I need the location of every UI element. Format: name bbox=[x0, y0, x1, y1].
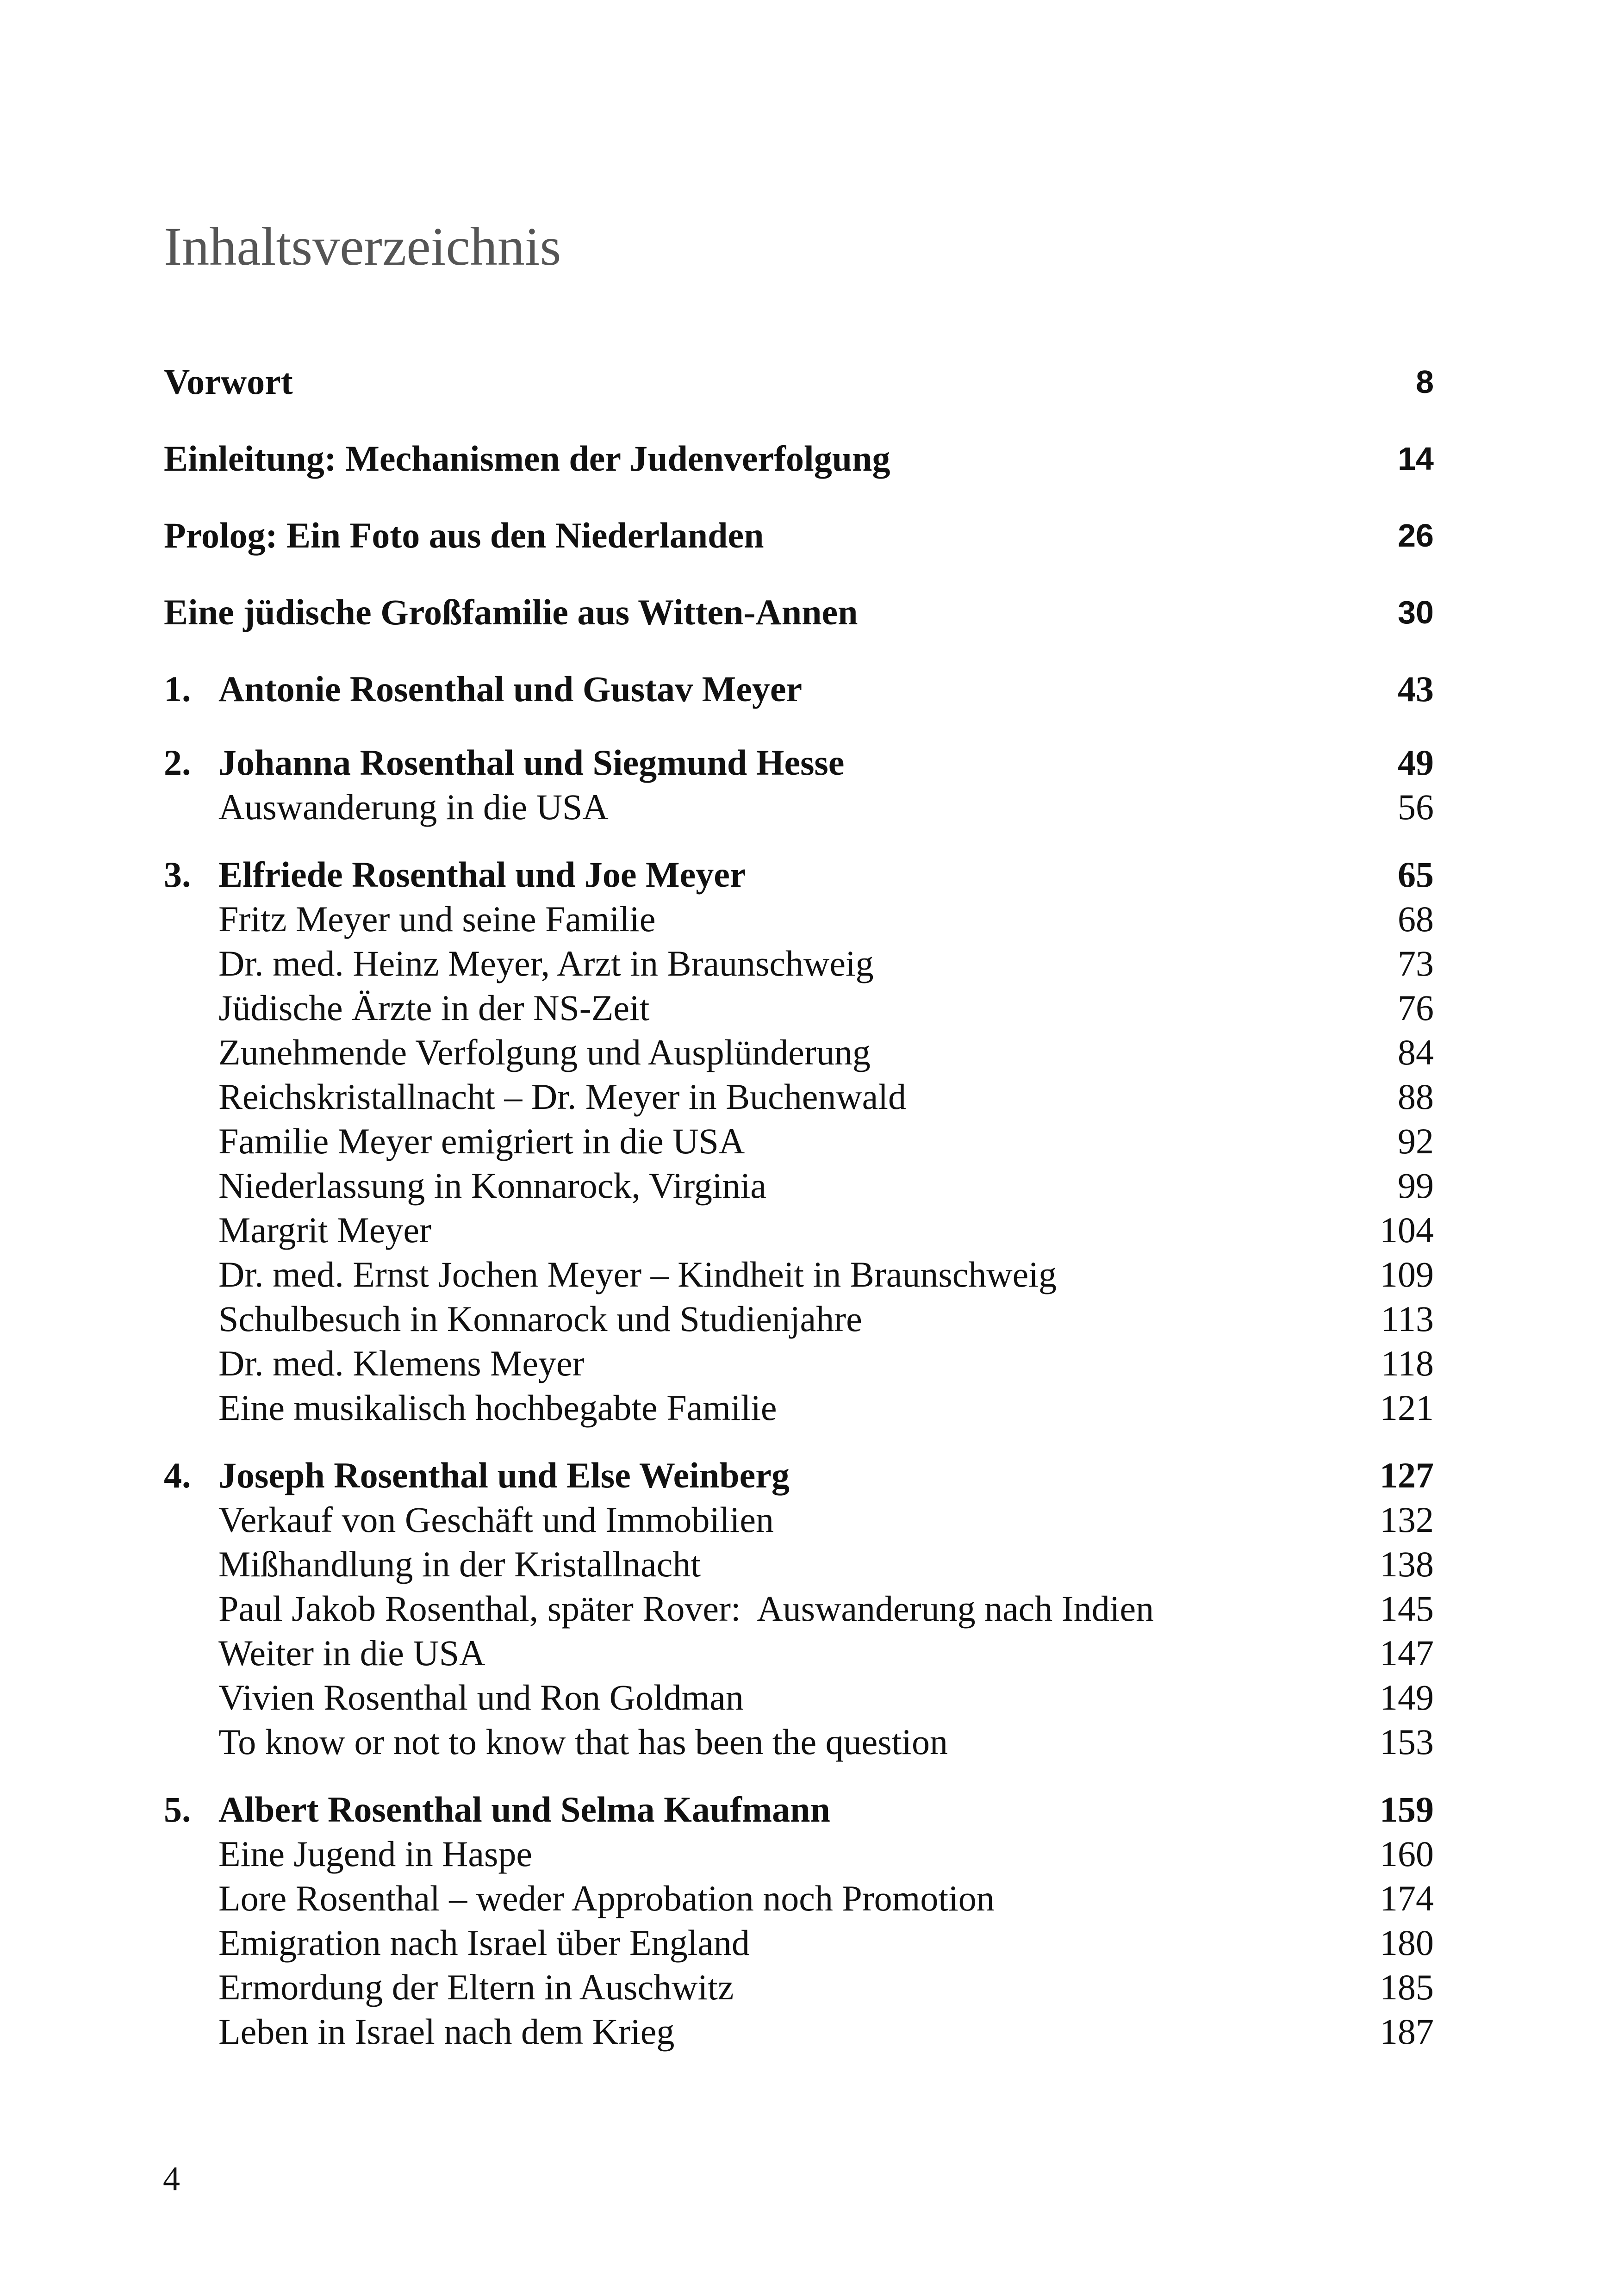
subentry-page: 99 bbox=[1398, 1165, 1434, 1206]
subentry-label: Eine Jugend in Haspe bbox=[218, 1834, 533, 1874]
toc-subentry bbox=[164, 1920, 1434, 1966]
toc-subentry bbox=[164, 1541, 1434, 1587]
chapter-heading bbox=[164, 852, 1434, 898]
toc-entry-label: Einleitung: Mechanismen der Judenverfolgung bbox=[164, 438, 890, 479]
subentry-label: Margrit Meyer bbox=[218, 1210, 431, 1250]
toc-entry-label: Prolog: Ein Foto aus den Niederlanden bbox=[164, 515, 764, 555]
subentry-page: 73 bbox=[1398, 943, 1434, 983]
chapter-page: 127 bbox=[1380, 1455, 1434, 1495]
subentry-page: 113 bbox=[1381, 1299, 1434, 1339]
toc-subentry bbox=[164, 1674, 1434, 1721]
chapter-heading bbox=[164, 1452, 1434, 1499]
toc-subentry bbox=[164, 1251, 1434, 1298]
subentry-page: 109 bbox=[1380, 1254, 1434, 1294]
subentry-page: 147 bbox=[1380, 1633, 1434, 1673]
chapter-title: Johanna Rosenthal und Siegmund Hesse bbox=[218, 742, 845, 783]
toc-subentry bbox=[164, 940, 1434, 987]
chapter-page: 65 bbox=[1398, 854, 1434, 895]
subentry-label: Fritz Meyer und seine Familie bbox=[218, 899, 656, 939]
subentry-label: Ermordung der Eltern in Auschwitz bbox=[218, 1967, 734, 2007]
chapter-title: Antonie Rosenthal und Gustav Meyer bbox=[218, 669, 803, 709]
chapter-page: 43 bbox=[1398, 669, 1434, 709]
subentry-page: 138 bbox=[1380, 1544, 1434, 1584]
subentry-page: 121 bbox=[1380, 1388, 1434, 1428]
chapter-title: Albert Rosenthal und Selma Kaufmann bbox=[218, 1789, 830, 1829]
toc-subentry bbox=[164, 1586, 1434, 1632]
chapter-heading bbox=[164, 740, 1434, 786]
toc-subentry bbox=[164, 1340, 1434, 1387]
subentry-label: Dr. med. Ernst Jochen Meyer – Kindheit in Braunschweig bbox=[218, 1254, 1057, 1294]
toc-entry bbox=[164, 589, 1434, 635]
subentry-page: 185 bbox=[1380, 1967, 1434, 2007]
subentry-page: 92 bbox=[1398, 1121, 1434, 1161]
chapter-title: Elfriede Rosenthal und Joe Meyer bbox=[218, 854, 746, 895]
subentry-page: 160 bbox=[1380, 1834, 1434, 1874]
subentry-page: 132 bbox=[1380, 1500, 1434, 1540]
toc-entry-page: 8 bbox=[1416, 364, 1434, 400]
toc-entry-label: Vorwort bbox=[164, 361, 293, 402]
subentry-label: Emigration nach Israel über England bbox=[218, 1923, 750, 1963]
subentry-page: 76 bbox=[1398, 988, 1434, 1028]
chapter-heading bbox=[164, 666, 1434, 712]
toc-subentry bbox=[164, 1074, 1434, 1120]
subentry-label: Mißhandlung in der Kristallnacht bbox=[218, 1544, 701, 1584]
subentry-label: Niederlassung in Konnarock, Virginia bbox=[218, 1165, 766, 1206]
subentry-label: Paul Jakob Rosenthal, später Rover: Auswanderung nach Indien bbox=[218, 1588, 1154, 1629]
toc-subentry bbox=[164, 985, 1434, 1031]
toc-entry bbox=[164, 359, 1434, 405]
toc-entry bbox=[164, 512, 1434, 559]
subentry-label: Auswanderung in die USA bbox=[218, 787, 609, 827]
chapter-title: Joseph Rosenthal und Else Weinberg bbox=[218, 1455, 790, 1495]
toc-subentry bbox=[164, 896, 1434, 942]
subentry-page: 84 bbox=[1398, 1032, 1434, 1072]
subentry-label: Vivien Rosenthal und Ron Goldman bbox=[218, 1677, 744, 1717]
subentry-label: Zunehmende Verfolgung und Ausplünderung bbox=[218, 1032, 871, 1072]
subentry-label: Eine musikalisch hochbegabte Familie bbox=[218, 1388, 777, 1428]
toc-subentry bbox=[164, 1497, 1434, 1543]
toc-subentry bbox=[164, 1029, 1434, 1076]
page-title: Inhaltsverzeichnis bbox=[164, 216, 561, 277]
subentry-label: Dr. med. Heinz Meyer, Arzt in Braunschweig bbox=[218, 943, 874, 983]
toc-subentry bbox=[164, 1296, 1434, 1342]
subentry-page: 88 bbox=[1398, 1076, 1434, 1117]
subentry-label: Reichskristallnacht – Dr. Meyer in Buchenwald bbox=[218, 1076, 906, 1117]
subentry-label: Lore Rosenthal – weder Approbation noch Promotion bbox=[218, 1878, 995, 1918]
toc-entry-page: 26 bbox=[1398, 517, 1434, 554]
toc-subentry bbox=[164, 1118, 1434, 1164]
chapter-page: 49 bbox=[1398, 742, 1434, 783]
subentry-label: Schulbesuch in Konnarock und Studienjahre bbox=[218, 1299, 862, 1339]
toc-subentry bbox=[164, 1163, 1434, 1209]
chapter-number: 4. bbox=[164, 1455, 191, 1495]
subentry-page: 149 bbox=[1380, 1677, 1434, 1717]
toc-entry bbox=[164, 436, 1434, 482]
subentry-page: 118 bbox=[1381, 1343, 1434, 1383]
toc-entry-page: 30 bbox=[1398, 594, 1434, 630]
subentry-label: Verkauf von Geschäft und Immobilien bbox=[218, 1500, 774, 1540]
toc-subentry bbox=[164, 1630, 1434, 1676]
toc-subentry bbox=[164, 1719, 1434, 1765]
toc-entry-page: 14 bbox=[1398, 441, 1434, 477]
subentry-label: To know or not to know that has been the question bbox=[218, 1722, 948, 1762]
toc-subentry bbox=[164, 2009, 1434, 2055]
subentry-label: Leben in Israel nach dem Krieg bbox=[218, 2011, 675, 2052]
chapter-page: 159 bbox=[1380, 1789, 1434, 1829]
toc-subentry bbox=[164, 784, 1434, 830]
toc-subentry bbox=[164, 1207, 1434, 1253]
toc-subentry bbox=[164, 1875, 1434, 1922]
chapter-number: 5. bbox=[164, 1789, 191, 1829]
subentry-label: Familie Meyer emigriert in die USA bbox=[218, 1121, 745, 1161]
toc-subentry bbox=[164, 1964, 1434, 2010]
chapter-number: 1. bbox=[164, 669, 191, 709]
subentry-page: 174 bbox=[1380, 1878, 1434, 1918]
subentry-label: Weiter in die USA bbox=[218, 1633, 485, 1673]
subentry-page: 68 bbox=[1398, 899, 1434, 939]
page-number: 4 bbox=[163, 2160, 180, 2198]
toc-subentry bbox=[164, 1385, 1434, 1431]
subentry-label: Dr. med. Klemens Meyer bbox=[218, 1343, 585, 1383]
toc-entry-label: Eine jüdische Großfamilie aus Witten-Annen bbox=[164, 592, 858, 632]
subentry-page: 180 bbox=[1380, 1923, 1434, 1963]
chapter-number: 3. bbox=[164, 854, 191, 895]
subentry-page: 56 bbox=[1398, 787, 1434, 827]
subentry-page: 145 bbox=[1380, 1588, 1434, 1629]
chapter-number: 2. bbox=[164, 742, 191, 783]
subentry-label: Jüdische Ärzte in der NS-Zeit bbox=[218, 988, 650, 1028]
subentry-page: 153 bbox=[1380, 1722, 1434, 1762]
chapter-heading bbox=[164, 1786, 1434, 1833]
subentry-page: 187 bbox=[1380, 2011, 1434, 2052]
subentry-page: 104 bbox=[1380, 1210, 1434, 1250]
toc-subentry bbox=[164, 1831, 1434, 1877]
